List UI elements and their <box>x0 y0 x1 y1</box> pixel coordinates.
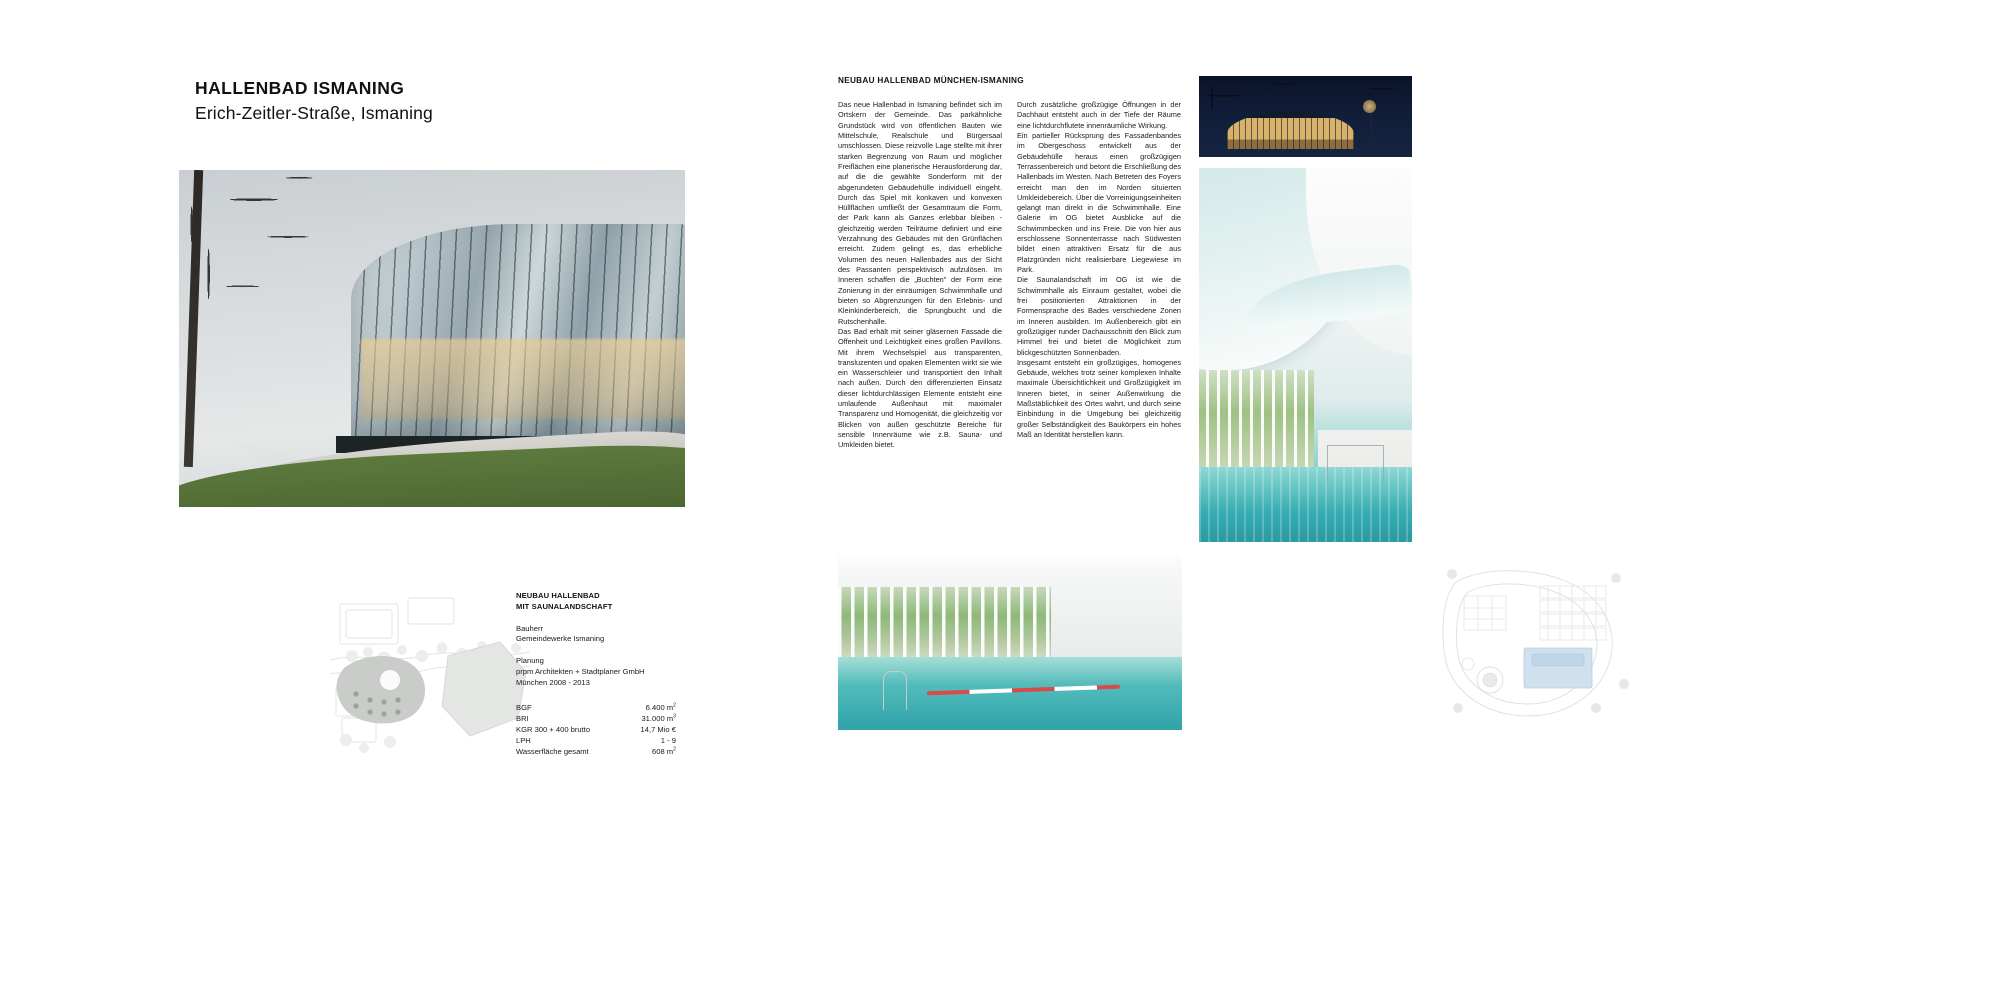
credits-heading-line2: MIT SAUNALANDSCHAFT <box>516 601 613 611</box>
metrics-table <box>516 702 676 757</box>
metric-value: 1 - 9 <box>660 736 676 746</box>
body-paragraph: Durch zusätzliche großzügige Öffnungen in der Dachhaut entsteht auch in der Tiefe der Räume eine lichtdurchflutete innenräumliche Wirkung. <box>1017 100 1181 130</box>
left-page-title-block <box>195 78 433 125</box>
planning-period: München 2008 - 2013 <box>516 678 590 688</box>
metric-value: 608 $m^2$ <box>652 746 676 757</box>
photo-night-exterior <box>1199 76 1412 157</box>
metric-value: 14,7 Mio € <box>640 725 676 735</box>
photo-pool-wide <box>838 556 1182 730</box>
hero-photo-exterior <box>179 170 685 507</box>
metric-value: 6.400 $m^2$ <box>645 702 676 713</box>
metric-row <box>516 713 676 724</box>
credits-block <box>516 591 676 758</box>
glass-wall-mullions <box>1199 370 1314 482</box>
metric-unit-exponent: 2 <box>673 702 676 709</box>
photo-pool-interior <box>1199 168 1412 542</box>
handrail <box>1327 445 1384 483</box>
metric-value: 31.000 $m^3$ <box>641 713 676 724</box>
metric-label: BRI <box>516 714 529 724</box>
page-subtitle: Erich-Zeitler-Straße, Ismaning <box>195 102 433 123</box>
metric-row <box>516 702 676 713</box>
plan-pool-shape <box>337 656 426 723</box>
photo-floor-plan <box>1428 556 1641 730</box>
metric-row <box>516 724 676 735</box>
pool-ladder <box>883 671 907 710</box>
right-page-heading: NEUBAU HALLENBAD MÜNCHEN-ISMANING <box>838 76 1024 85</box>
client-group <box>516 624 676 646</box>
body-paragraph: Die Saunalandschaft im OG ist wie die Schwimmhalle als Einraum gestaltet, wobei die frei positionierten Attraktionen in der Formensprache des Bades verschiedene Zonen im Inneren ausbilden. Im Außenbereich gibt ein großzügiger runder Dachausschnitt den Blick zum Himmel frei und bietet die Möglichkeit zum blickgeschützten Sonnenbaden. <box>1017 275 1181 357</box>
plan-massing-shape <box>442 642 526 736</box>
metric-label: BGF <box>516 703 532 713</box>
planning-label: Planung <box>516 656 544 666</box>
planning-group <box>516 656 676 689</box>
metric-label: LPH <box>516 736 531 746</box>
metric-unit-exponent: 3 <box>673 713 676 720</box>
planning-office: prpm Architekten + Stadtplaner GmbH <box>516 667 645 677</box>
client-name: Gemeindewerke Ismaning <box>516 634 605 644</box>
body-paragraph: Das neue Hallenbad in Ismaning befindet sich im Ortskern der Gemeinde. Das parkähnliche Grundstück wird von öffentlichen Bauten wie Mittelschule, Realschule und Bürgersaal umschlossen. Diese reizvolle Lage stellte mit ihrer starken Begrenzung von Raum und möglicher Freiflächen eine planerische Herausforderung dar, auf die die gewählte Sonderform mit der abgerundeten Gebäudehülle individuell eingeht. Durch das Spiel mit konkaven und konvexen Hüllflächen umfließt der Gesamtraum die Form, der Park kann als Ganzes erlebbar bleiben - gleichzeitig werden Teilräume definiert und eine Verzahnung des Gebäudes mit den Grünflächen erreicht. Zudem gelingt es, das erhebliche Volumen des neuen Hallenbades aus der Sicht des Passanten perspektivisch aufzulösen. Im Inneren schaffen die „Buchten" der Form eine Zonierung in der einräumigen Schwimmhalle und bieten so Abgrenzungen für den Erlebnis- und Kleinkinderbereich, die Sprungbucht und die Rutschenhalle. <box>838 100 1002 326</box>
credits-heading-line1: NEUBAU HALLENBAD <box>516 591 600 600</box>
bare-tree-branches <box>179 170 452 460</box>
body-text-columns <box>838 100 1182 451</box>
body-paragraph: Ein partieller Rücksprung des Fassadenbandes im Obergeschoss entwickelt aus der Gebäudehülle heraus einen großzügigen Terrassenbereich und betont die Erschließung des Hallenbads im Westen. Nach Betreten des Foyers erreicht man den im Norden situierten Umkleidebereich. Über die Vorreinigungseinheiten gelangt man direkt in die Schwimmhalle. Eine Galerie im OG bietet Ausblicke auf die Schwimmbecken und ins Freie. Die von hier aus erschlossene Sonnenterrasse nach Südwesten bildet einen attraktiven Ersatz für die aus Platzgründen nicht realisierbare Liegewiese im Park. <box>1017 130 1181 274</box>
metric-label: KGR 300 + 400 brutto <box>516 725 591 735</box>
metric-row <box>516 735 676 746</box>
lamp-post <box>1370 110 1372 157</box>
text-column-1 <box>838 100 1002 451</box>
text-column-2 <box>1017 100 1181 451</box>
client-label: Bauherr <box>516 623 544 633</box>
body-paragraph: Insgesamt entsteht ein großzügiges, homogenes Gebäude, welches trotz seiner komplexen Inhalte maximale Übersichtlichkeit und Großzügigkeit im Inneren bietet, in seiner Außenwirkung die Maßstäblichkeit des Ortes wahrt, und durch seine Einbindung in die Umgebung bei gleichzeitig großer Selbständigkeit des Baukörpers ein hohes Maß an Identität herstellen kann. <box>1017 357 1181 439</box>
body-paragraph: Das Bad erhält mit seiner gläsernen Fassade die Offenheit und Leichtigkeit eines großen Pavillons. Mit ihrem Wechselspiel aus transparenten, transluzenten und opaken Elementen wirkt sie wie ein Wasserschleier und transportiert den Inhalt nach außen. Durch den differenzierten Einsatz dieser lichtdurchlässigen Elemente entsteht eine umlaufende Außenhaut mit maximaler Transparenz und Homogenität, die gleichzeitig vor Blicken von außen geschützte Bereiche für sensible Innenräume wie z.B. Sauna- und Umkleiden bietet. <box>838 326 1002 450</box>
metric-label: Wasserfläche gesamt <box>516 747 589 757</box>
interior-right-wall <box>1051 580 1182 664</box>
metric-row <box>516 746 676 757</box>
page-title: HALLENBAD ISMANING <box>195 78 405 98</box>
site-plan-graphic <box>330 590 530 760</box>
metric-unit-exponent: 2 <box>673 746 676 753</box>
window-wall-mullions <box>838 587 1051 660</box>
